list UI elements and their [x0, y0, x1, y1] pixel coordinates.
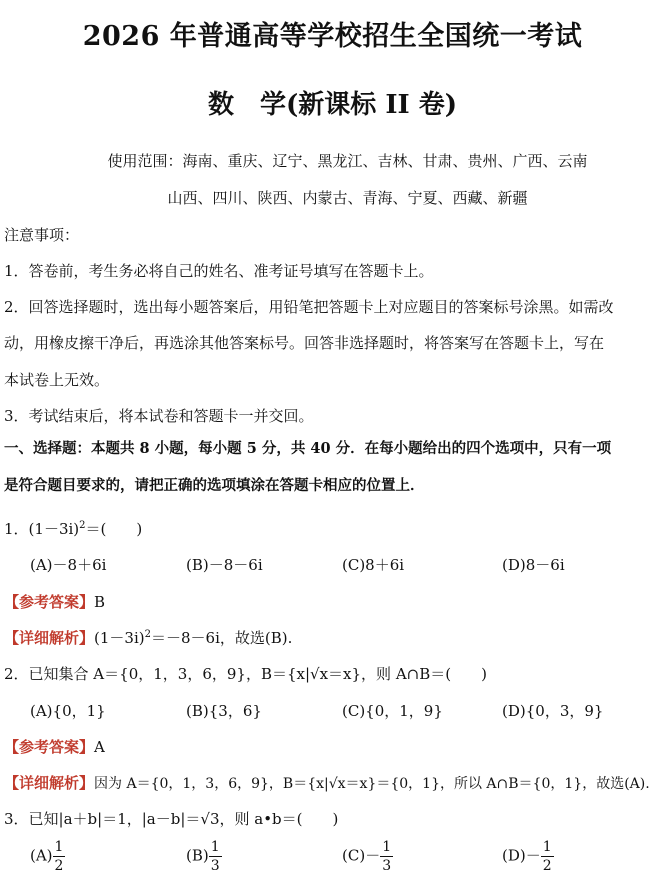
q3-option-a: (A) $\frac{1}{2}$ — [30, 839, 64, 874]
exam-title: 2026 年普通高等学校招生全国统一考试 — [82, 21, 583, 52]
q1-answer: 【参考答案】B — [4, 593, 106, 611]
q1-option-c: (C)8＋6i — [342, 556, 405, 574]
q1-stem: 1．$(1-3i)^2=$( ) — [4, 520, 143, 538]
section-heading-2: 是符合题目要求的，请把正确的选项填涂在答题卡相应的位置上． — [4, 477, 425, 494]
notice-2-end: 本试卷上无效。 — [4, 371, 110, 389]
q2-explanation: 【详细解析】因为 A＝{0，1，3，6，9}，B＝{x|√x＝x}＝{0，1}，所以 A∩B＝{0，1}，故选(A). — [4, 774, 650, 792]
q1-option-d: (D)8－6i — [502, 556, 565, 574]
q2-stem: 2．已知集合 A＝{0，1，3，6，9}，B＝{x|√x＝x}，则 A∩B＝( ) — [4, 665, 487, 683]
notice-2-cont: 动，用橡皮擦干净后，再选涂其他答案标号。回答非选择题时，将答案写在答题卡上，写在 — [4, 334, 605, 352]
q1-explanation: 【详细解析】$(1-3i)^2=-8-6i$，故选(B). — [4, 629, 293, 647]
q2-option-d: (D){0，3，9} — [502, 702, 604, 720]
q3-option-b: (B) $\frac{1}{3}$ — [186, 839, 220, 874]
exam-subtitle: 数 学(新课标 II 卷) — [207, 90, 458, 120]
section-heading-1: 一、选择题：本题共 8 小题，每小题 5 分，共 40 分．在每小题给出的四个选项中，只有一项 — [4, 440, 612, 457]
notice-heading: 注意事项： — [4, 226, 80, 244]
q1-option-b: (B)－8－6i — [186, 556, 263, 574]
notice-1: 1．答卷前，考生务必将自己的姓名、准考证号填写在答题卡上。 — [4, 262, 434, 280]
q3-option-c: (C)－ $\frac{1}{3}$ — [342, 839, 392, 874]
q2-option-c: (C){0，1，9} — [342, 702, 443, 720]
scope-line-2: 山西、四川、陕西、内蒙古、青海、宁夏、西藏、新疆 — [167, 189, 528, 207]
notice-3: 3．考试结束后，将本试卷和答题卡一并交回。 — [4, 407, 314, 425]
q3-stem: 3．已知|a＋b|＝1，|a－b|＝√3，则 a•b＝( ) — [4, 810, 339, 828]
q2-option-a: (A){0，1} — [30, 702, 106, 720]
q1-option-a: (A)－8＋6i — [30, 556, 107, 574]
scope-line-1: 使用范围：海南、重庆、辽宁、黑龙江、吉林、甘肃、贵州、广西、云南 — [107, 152, 588, 170]
q2-answer: 【参考答案】A — [4, 738, 105, 756]
q2-option-b: (B){3，6} — [186, 702, 262, 720]
q3-option-d: (D)－ $\frac{1}{2}$ — [502, 839, 552, 874]
notice-2: 2．回答选择题时，选出每小题答案后，用铅笔把答题卡上对应题目的答案标号涂黑。如需改 — [4, 298, 614, 316]
